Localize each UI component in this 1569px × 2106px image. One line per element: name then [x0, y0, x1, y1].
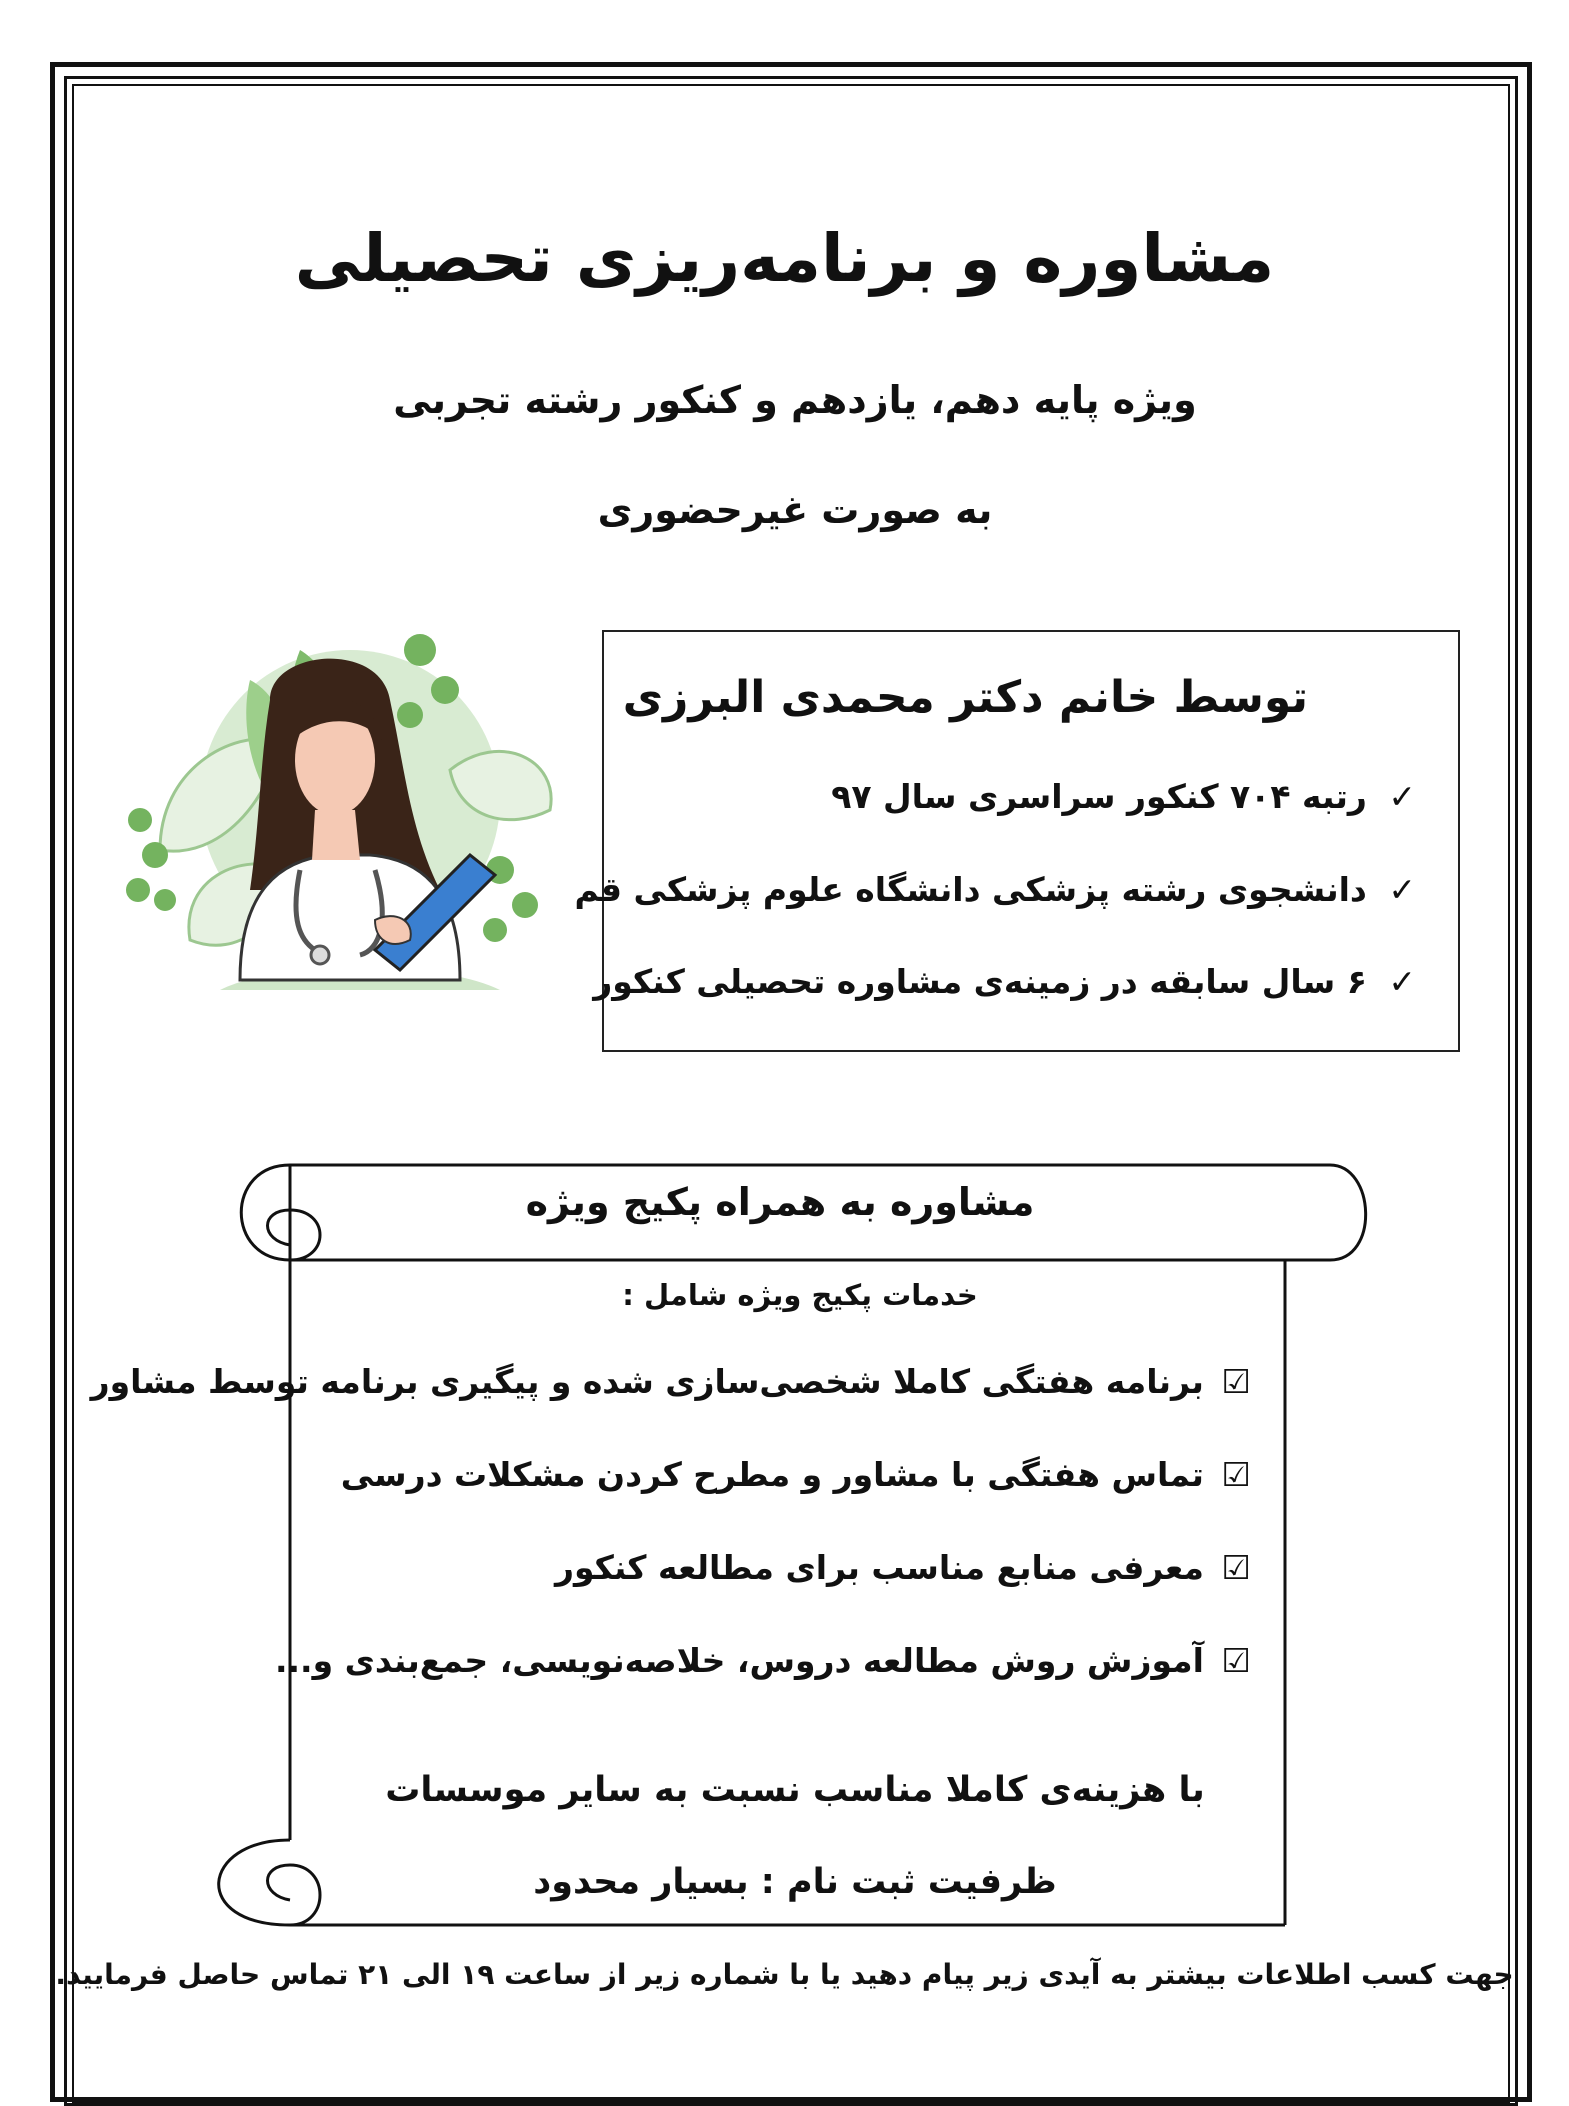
- services-heading: خدمات پکیج ویژه شامل :: [622, 1278, 978, 1312]
- leaf-dot: [404, 634, 436, 666]
- checkbox-icon: ☑: [1221, 1548, 1251, 1587]
- check-icon: ✓: [1388, 962, 1416, 1001]
- credential-text: ۶ سال سابقه در زمینه‌ی مشاوره تحصیلی کنکور: [593, 962, 1367, 1001]
- checkbox-icon: ☑: [1221, 1455, 1251, 1494]
- service-text: معرفی منابع مناسب برای مطالعه کنکور: [554, 1548, 1204, 1587]
- credential-experience: [593, 962, 1416, 1001]
- credential-university: [574, 870, 1416, 909]
- price-note: با هزینه‌ی کاملا مناسب نسبت به سایر موسسات: [385, 1770, 1205, 1810]
- service-text: برنامه هفتگی کاملا شخصی‌سازی شده و پیگیری برنامه توسط مشاور: [90, 1362, 1204, 1401]
- service-weekly-call: [341, 1455, 1251, 1494]
- leaf-dot: [483, 918, 507, 942]
- advisor-heading: توسط خانم دکتر محمدی البرزی: [622, 672, 1308, 723]
- credential-text: دانشجوی رشته پزشکی دانشگاه علوم پزشکی قم: [574, 870, 1367, 909]
- service-text: آموزش روش مطالعه دروس، خلاصه‌نویسی، جمع‌بندی و...: [274, 1641, 1204, 1680]
- mode-subtitle: به صورت غیرحضوری: [597, 488, 993, 532]
- leaf-dot: [142, 842, 168, 868]
- credential-text: رتبه ۷۰۴ کنکور سراسری سال ۹۷: [831, 777, 1367, 816]
- package-heading: مشاوره به همراه پکیج ویژه: [525, 1180, 1035, 1224]
- leaf-dot: [431, 676, 459, 704]
- service-resources: [555, 1548, 1251, 1587]
- leaf-dot: [128, 808, 152, 832]
- capacity-note: ظرفیت ثبت نام : بسیار محدود: [533, 1862, 1057, 1902]
- page-title: مشاوره و برنامه‌ریزی تحصیلی: [294, 220, 1275, 297]
- check-icon: ✓: [1388, 870, 1416, 909]
- check-icon: ✓: [1388, 777, 1416, 816]
- advisor-info-box: [574, 630, 1460, 1052]
- stethoscope-chestpiece: [311, 946, 329, 964]
- leaf-dot: [512, 892, 538, 918]
- neck: [312, 810, 360, 860]
- contact-footer: جهت کسب اطلاعات بیشتر به آیدی زیر پیام دهید یا با شماره زیر از ساعت ۱۹ الی ۲۱ تماس حاصل فرمایید.: [55, 1958, 1514, 1991]
- service-study-methods: [275, 1641, 1251, 1680]
- leaf-dot: [154, 889, 176, 911]
- doctor-illustration: [120, 620, 580, 1020]
- credential-rank: [831, 777, 1416, 816]
- service-weekly-plan: [91, 1362, 1251, 1401]
- checkbox-icon: ☑: [1221, 1641, 1251, 1680]
- service-text: تماس هفتگی با مشاور و مطرح کردن مشکلات درسی: [340, 1455, 1204, 1494]
- audience-subtitle: ویژه پایه دهم، یازدهم و کنکور رشته تجربی: [393, 378, 1197, 422]
- leaf-dot: [397, 702, 423, 728]
- checkbox-icon: ☑: [1221, 1362, 1251, 1401]
- leaf-dot: [126, 878, 150, 902]
